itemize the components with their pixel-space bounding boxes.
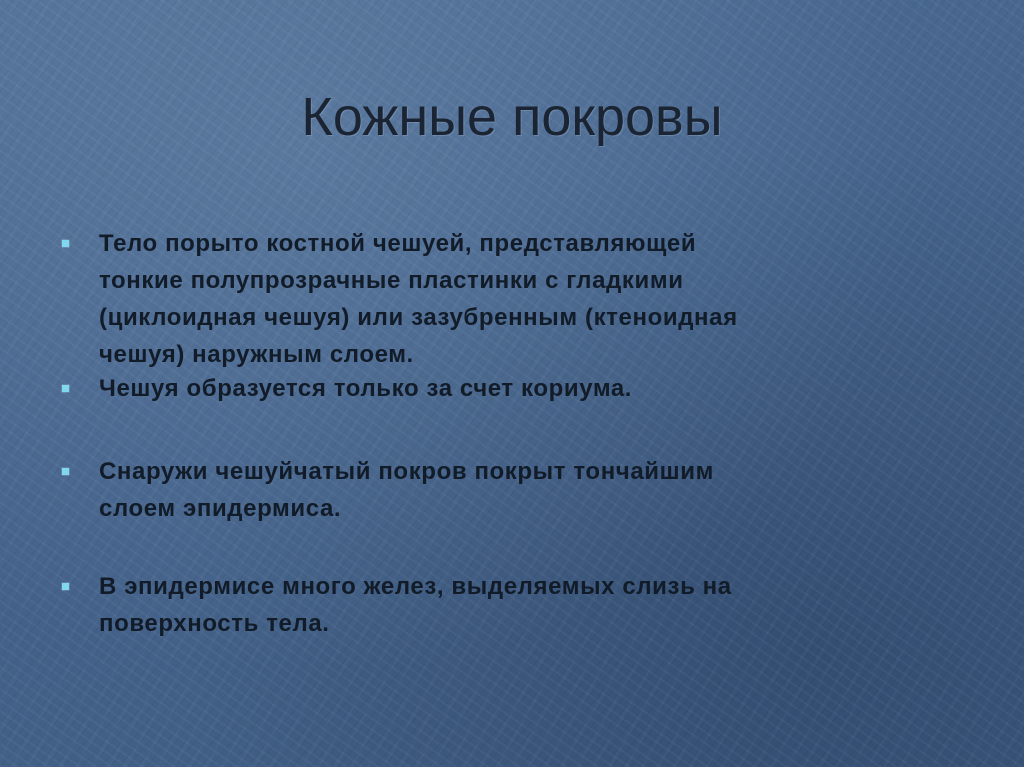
square-bullet-icon <box>62 468 69 475</box>
bullet-line: чешуя) наружным слоем. <box>99 341 414 368</box>
bullet-line: Чешуя образуется только за счет кориума. <box>99 375 633 402</box>
bullet-text <box>99 370 959 407</box>
bullet-line: слоем эпидермиса. <box>99 495 342 522</box>
bullet-line: Тело порыто костной чешуей, представляющей <box>99 230 697 257</box>
square-bullet-icon <box>62 385 69 392</box>
bullet-line: поверхность тела. <box>99 610 330 637</box>
bullet-line: тонкие полупрозрачные пластинки с гладкими <box>99 267 684 294</box>
bullet-line: (циклоидная чешуя) или зазубренным (ктеноидная <box>99 304 738 331</box>
square-bullet-icon <box>62 240 69 247</box>
bullet-text <box>99 568 959 642</box>
square-bullet-icon <box>62 583 69 590</box>
bullet-text <box>99 453 959 527</box>
bullet-text <box>99 225 959 373</box>
bullet-line: Снаружи чешуйчатый покров покрыт тончайшим <box>99 458 714 485</box>
bullet-line: В эпидермисе много желез, выделяемых слизь на <box>99 573 732 600</box>
slide-title: Кожные покровы <box>301 87 723 147</box>
